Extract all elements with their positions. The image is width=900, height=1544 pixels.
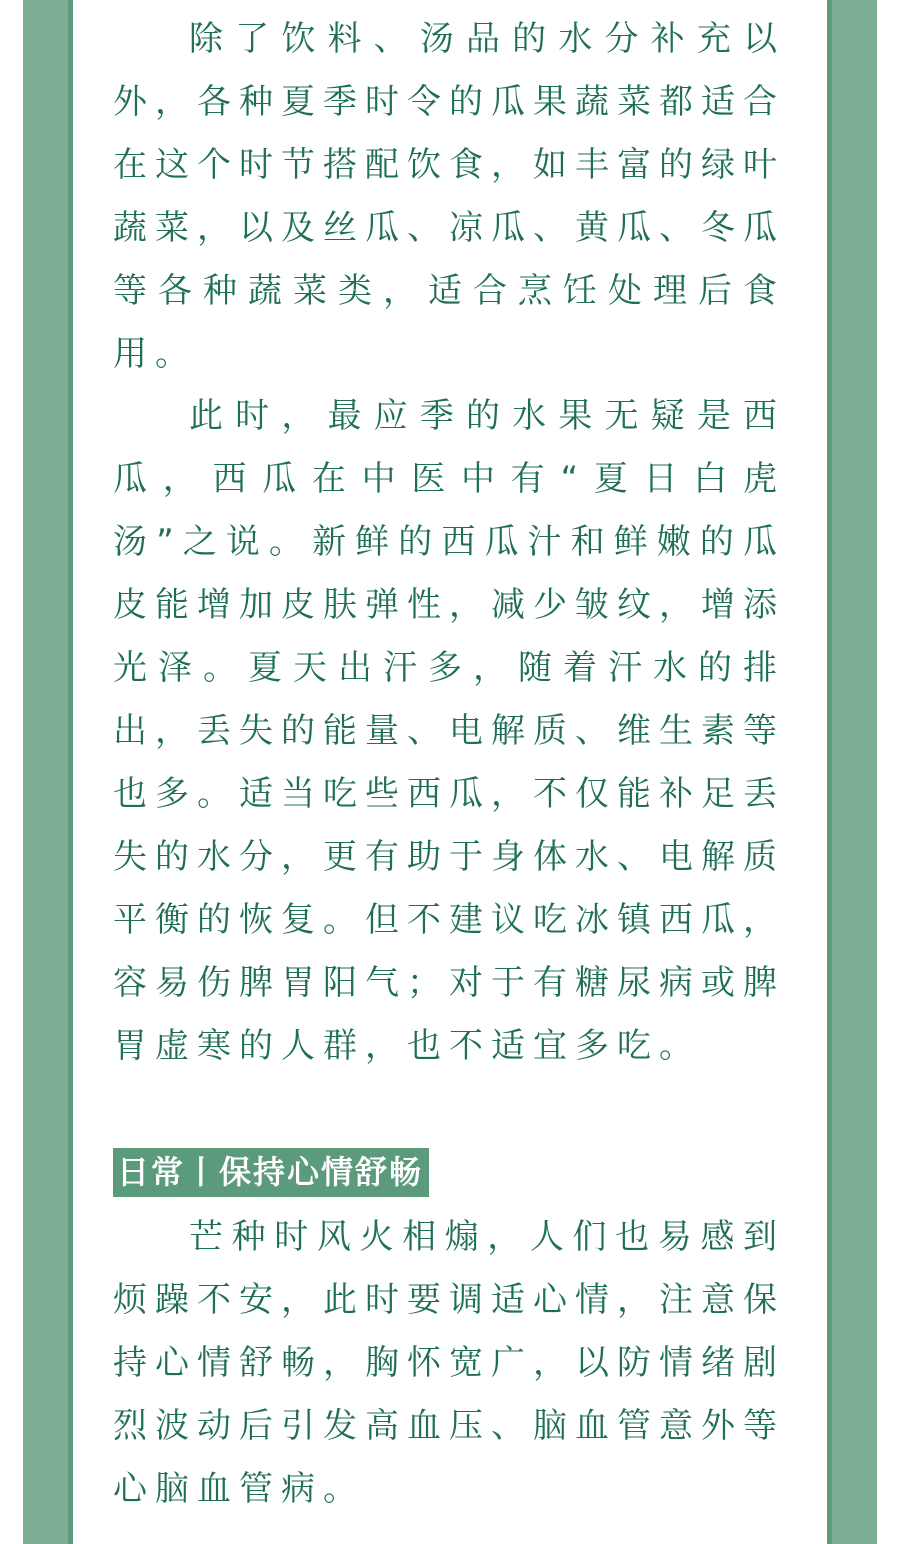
paragraph-watermelon: 此时，最应季的水果无疑是西瓜，西瓜在中医中有“夏日白虎汤”之说。新鲜的西瓜汁和鲜嫩的瓜皮能增加皮肤弹性，减少皱纹，增添光泽。夏天出汗多，随着汗水的排出，丢失的能量、电解质、维生素等也多。适当吃些西瓜，不仅能补足丢失的水分，更有助于身体水、电解质平衡的恢复。但不建议吃冰镇西瓜，容易伤脾胃阳气；对于有糖尿病或脾胃虚寒的人群，也不适宜多吃。 xyxy=(113,396,785,1066)
section-heading: 日常丨保持心情舒畅 xyxy=(113,1148,429,1197)
left-border-line xyxy=(68,0,73,1544)
right-border-band xyxy=(832,0,877,1544)
paragraph-mood: 芒种时风火相煽，人们也易感到烦躁不安，此时要调适心情，注意保持心情舒畅，胸怀宽广，以防情绪剧烈波动后引发高血压、脑血管意外等心脑血管病。 xyxy=(113,1217,785,1509)
paragraph-vegetables: 除了饮料、汤品的水分补充以外，各种夏季时令的瓜果蔬菜都适合在这个时节搭配饮食，如丰富的绿叶蔬菜，以及丝瓜、凉瓜、黄瓜、冬瓜等各种蔬菜类，适合烹饪处理后食用。 xyxy=(113,19,785,374)
left-border-band xyxy=(23,0,68,1544)
